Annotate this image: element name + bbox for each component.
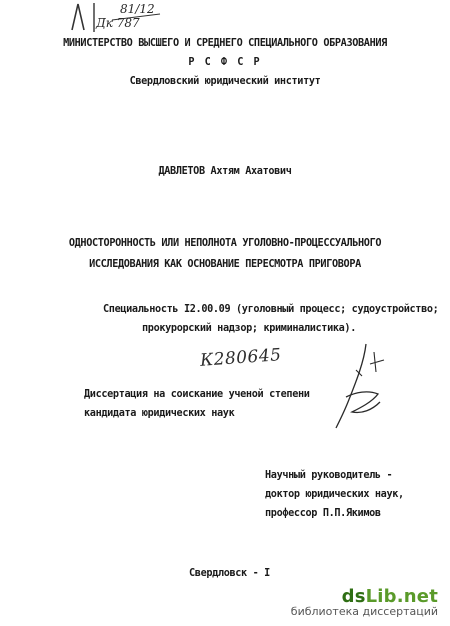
author-name: ДАВЛЕТОВ Ахтям Ахатович (158, 166, 292, 177)
stamp-number: 81/12 (120, 2, 155, 16)
city-year-footer: Свердловск - I (189, 568, 270, 579)
logo-prefix: ds (341, 586, 366, 607)
specialty-line-1: Специальность I2.00.09 (уголовный процесс; судоустройство; (103, 304, 439, 315)
supervisor-line-3: профессор П.П.Якимов (265, 508, 381, 519)
country-heading: Р С Ф С Р (188, 57, 262, 68)
institute-heading: Свердловский юридический институт (129, 76, 321, 87)
specialty-line-2: прокурорский надзор; криминалистика). (142, 323, 356, 334)
title-line-2: ИССЛЕДОВАНИЯ КАК ОСНОВАНИЕ ПЕРЕСМОТРА ПРИГОВОРА (89, 259, 361, 270)
ministry-heading: МИНИСТЕРСТВО ВЫСШЕГО И СРЕДНЕГО СПЕЦИАЛЬНОГО ОБРАЗОВАНИЯ (63, 38, 387, 49)
title-line-1: ОДНОСТОРОННОСТЬ ИЛИ НЕПОЛНОТА УГОЛОВНО-ПРОЦЕССУАЛЬНОГО (68, 238, 382, 249)
supervisor-line-2: доктор юридических наук, (265, 489, 404, 500)
dslib-watermark[interactable] (291, 586, 438, 618)
stamp-code: Дк 787 (96, 16, 140, 30)
dissertation-line-1: Диссертация на соискание ученой степени (84, 389, 310, 400)
handwritten-inventory-number: К280645 (199, 345, 283, 371)
supervisor-line-1: Научный руководитель - (265, 470, 393, 481)
signature-mark (326, 342, 396, 436)
logo-suffix: Lib.net (365, 586, 438, 607)
dslib-logo (291, 586, 438, 607)
archive-stamp (64, 0, 174, 34)
dslib-subtitle: библиотека диссертаций (290, 605, 438, 618)
dissertation-line-2: кандидата юридических наук (84, 408, 235, 419)
